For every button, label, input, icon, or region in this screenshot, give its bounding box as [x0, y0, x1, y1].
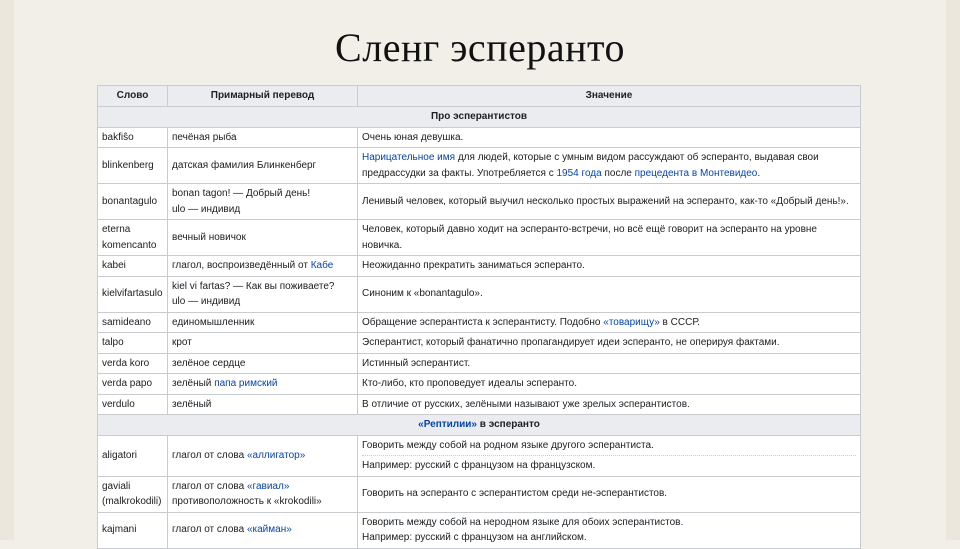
word-cell: blinkenberg [98, 148, 168, 184]
primary-cell: вечный новичок [168, 220, 358, 256]
slide-left-border [0, 0, 14, 540]
header-primary: Примарный перевод [168, 86, 358, 107]
slide-title: Сленг эсперанто [335, 25, 625, 70]
table-row [98, 127, 861, 148]
link-common-noun[interactable]: Нарицательное имя [362, 152, 456, 163]
table-row [98, 184, 861, 220]
word-line: eterna [102, 224, 131, 235]
table-row [98, 374, 861, 395]
header-word: Слово [98, 86, 168, 107]
primary-text: зелёный [172, 378, 215, 389]
section-title [98, 415, 861, 436]
meaning-line: Говорить между собой на родном языке другого эсперантиста. [362, 439, 654, 451]
primary-line: противоположность к «krokodili» [172, 496, 322, 507]
table-row [98, 256, 861, 277]
table-row [98, 435, 861, 476]
primary-cell: печёная рыба [168, 127, 358, 148]
meaning-cell: В отличие от русских, зелёными называют уже зрелых эсперантистов. [358, 394, 861, 415]
meaning-example: Например: русский с французом на французском. [362, 455, 856, 474]
meaning-cell: Человек, который давно ходит на эсперанто-встречи, но всё ещё говорит на эсперанто на уровне новичка. [358, 220, 861, 256]
link-pope[interactable]: папа римский [214, 378, 278, 389]
word-cell: kabei [98, 256, 168, 277]
section-row-esperantists [98, 107, 861, 128]
primary-cell [168, 435, 358, 476]
word-cell: aligatori [98, 435, 168, 476]
primary-line: bonan tagon! — Добрый день! [172, 188, 311, 199]
table-row [98, 220, 861, 256]
slide-right-border [946, 0, 960, 540]
table-row [98, 394, 861, 415]
word-line: komencanto [102, 239, 157, 251]
word-cell: verda papo [98, 374, 168, 395]
meaning-example: Например: русский с французом на английском. [362, 532, 587, 543]
meaning-text: Обращение эсперантиста к эсперантисту. Подобно [362, 316, 604, 328]
header-meaning: Значение [358, 86, 861, 107]
word-cell: kielvifartasulo [98, 276, 168, 312]
table-row [98, 148, 861, 184]
word-line: (malkrokodili) [102, 496, 162, 507]
table-row [98, 276, 861, 312]
link-1954[interactable]: 1954 года [556, 167, 602, 179]
link-reptiles[interactable]: «Рептилии» [418, 419, 477, 430]
section-row-reptiles [98, 415, 861, 436]
primary-cell [168, 184, 358, 220]
word-line: gaviali [102, 480, 131, 492]
primary-cell [168, 512, 358, 548]
meaning-cell: Кто-либо, кто проповедует идеалы эсперанто. [358, 374, 861, 395]
meaning-cell: Эсперантист, который фанатично пропагандирует идеи эсперанто, не оперируя фактами. [358, 333, 861, 354]
primary-cell: зелёный [168, 394, 358, 415]
meaning-cell: Говорить на эсперанто с эсперантистом среди не-эсперантистов. [358, 476, 861, 512]
primary-text: глагол от слова [172, 524, 247, 536]
meaning-text: для людей, которые с умным видом рассуждают об эсперанто, выдавая свои предрассудки за факты. Употребляется с [362, 152, 819, 179]
meaning-cell [358, 512, 861, 548]
meaning-cell [358, 148, 861, 184]
meaning-text: в СССР. [659, 316, 700, 328]
primary-line: ulo — индивид [172, 203, 241, 215]
primary-cell [168, 374, 358, 395]
primary-cell [168, 476, 358, 512]
link-alligator[interactable]: «аллигатор» [246, 449, 306, 461]
primary-cell: датская фамилия Блинкенберг [168, 148, 358, 184]
meaning-line: Говорить между собой на неродном языке для обоих эсперантистов. [362, 516, 684, 528]
section-title: Про эсперантистов [98, 107, 861, 128]
primary-cell [168, 256, 358, 277]
slang-table-container [97, 85, 860, 549]
table-row [98, 312, 861, 333]
meaning-cell: Очень юная девушка. [358, 127, 861, 148]
primary-text: глагол от слова [172, 480, 247, 492]
word-cell: verdulo [98, 394, 168, 415]
link-montevideo[interactable]: прецедента в Монтевидео [634, 167, 758, 179]
table-row [98, 353, 861, 374]
meaning-cell [358, 435, 861, 476]
primary-cell [168, 276, 358, 312]
meaning-cell: Истинный эсперантист. [358, 353, 861, 374]
table-row [98, 512, 861, 548]
link-gavial[interactable]: «гавиал» [246, 480, 290, 492]
link-caiman[interactable]: «кайман» [246, 524, 292, 536]
word-cell: kajmani [98, 512, 168, 548]
table-row [98, 476, 861, 512]
meaning-cell: Неожиданно прекратить заниматься эсперанто. [358, 256, 861, 277]
primary-line: ulo — индивид [172, 296, 241, 307]
word-cell [98, 220, 168, 256]
table-row [98, 333, 861, 354]
primary-text: глагол, воспроизведённый от [172, 260, 311, 271]
primary-cell: крот [168, 333, 358, 354]
primary-cell: единомышленник [168, 312, 358, 333]
meaning-text: после [601, 167, 635, 179]
meaning-text: . [757, 167, 761, 179]
link-comrade[interactable]: «товарищу» [603, 316, 660, 328]
word-cell: verda koro [98, 353, 168, 374]
link-cabe[interactable]: Кабе [310, 260, 334, 271]
primary-line: kiel vi fartas? — Как вы поживаете? [172, 280, 335, 292]
meaning-cell: Синоним к «bonantagulo». [358, 276, 861, 312]
word-cell: bakfiŝo [98, 127, 168, 148]
primary-text: глагол от слова [172, 449, 247, 461]
word-cell [98, 476, 168, 512]
section-title-text: в эсперанто [477, 419, 540, 430]
slang-table [97, 85, 861, 549]
word-cell: samideano [98, 312, 168, 333]
word-cell: bonantagulo [98, 184, 168, 220]
meaning-cell [358, 312, 861, 333]
meaning-cell: Ленивый человек, который выучил несколько простых выражений на эсперанто, как-то «Добрый день!». [358, 184, 861, 220]
primary-cell: зелёное сердце [168, 353, 358, 374]
table-header-row [98, 86, 861, 107]
word-cell: talpo [98, 333, 168, 354]
